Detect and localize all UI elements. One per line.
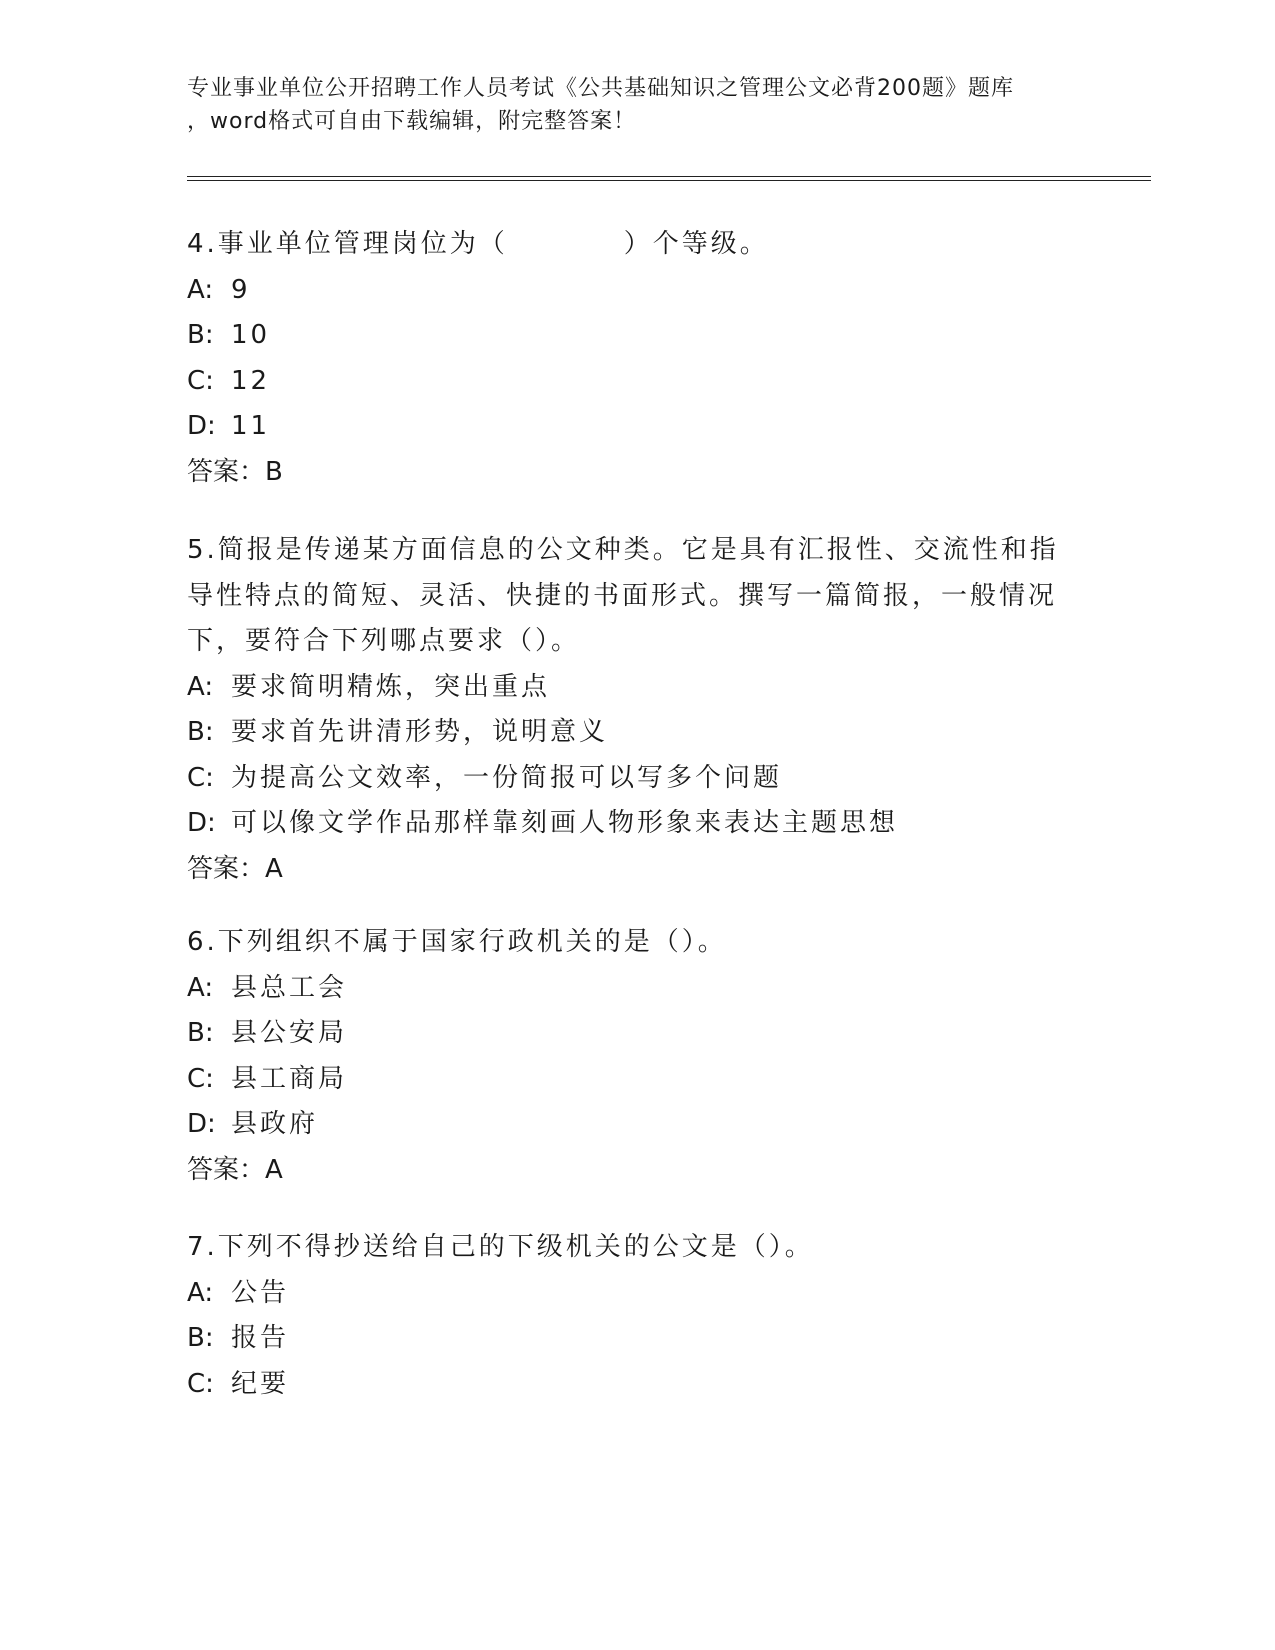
answer-value: B bbox=[265, 456, 283, 487]
question-5 bbox=[187, 528, 1087, 892]
option-key: B: bbox=[187, 320, 214, 350]
option-text: 10 bbox=[231, 320, 271, 350]
option-key: B: bbox=[187, 1018, 214, 1048]
header-title-line-1: 专业事业单位公开招聘工作人员考试《公共基础知识之管理公文必背200题》题库 bbox=[187, 76, 1014, 101]
option-key: D: bbox=[187, 411, 216, 441]
document-header bbox=[187, 72, 1107, 138]
option-a bbox=[187, 966, 1087, 1012]
option-text: 纪要 bbox=[231, 1368, 290, 1399]
option-key: B: bbox=[187, 1323, 214, 1353]
answer-line bbox=[187, 847, 1087, 893]
option-key: A: bbox=[187, 972, 214, 1003]
option-text: 为提高公文效率，一份简报可以写多个问题 bbox=[231, 762, 783, 793]
option-key: C: bbox=[187, 1063, 214, 1094]
option-key: D: bbox=[187, 1109, 216, 1139]
option-text: 12 bbox=[231, 365, 271, 396]
question-stem-line-3: 下，要符合下列哪点要求（）。 bbox=[187, 626, 581, 656]
option-b bbox=[187, 1011, 1087, 1057]
option-text: 公告 bbox=[231, 1277, 290, 1308]
option-text: 县政府 bbox=[231, 1109, 319, 1139]
option-d bbox=[187, 1102, 1087, 1148]
question-stem-line-2: 导性特点的简短、灵活、快捷的书面形式。撰写一篇简报，一般情况 bbox=[187, 580, 1058, 611]
option-d bbox=[187, 404, 1087, 450]
option-c bbox=[187, 1362, 1087, 1408]
option-c bbox=[187, 756, 1087, 802]
answer-value: A bbox=[265, 1154, 283, 1185]
option-text: 县工商局 bbox=[231, 1063, 348, 1094]
question-stem: 4.事业单位管理岗位为（ ）个等级。 bbox=[187, 229, 769, 259]
option-d bbox=[187, 801, 1087, 847]
option-key: A: bbox=[187, 274, 214, 305]
option-c bbox=[187, 1057, 1087, 1103]
answer-label: 答案： bbox=[187, 1154, 266, 1185]
option-a bbox=[187, 268, 1087, 314]
option-key: C: bbox=[187, 365, 214, 396]
question-7 bbox=[187, 1225, 1087, 1407]
question-stem: 7.下列不得抄送给自己的下级机关的公文是（）。 bbox=[187, 1232, 814, 1262]
option-text: 要求简明精炼，突出重点 bbox=[231, 671, 551, 702]
option-text: 要求首先讲清形势，说明意义 bbox=[231, 717, 609, 747]
question-6 bbox=[187, 920, 1087, 1193]
option-text: 报告 bbox=[231, 1323, 290, 1353]
option-key: B: bbox=[187, 717, 214, 747]
answer-label: 答案： bbox=[187, 456, 266, 487]
question-4 bbox=[187, 222, 1087, 495]
option-b bbox=[187, 1316, 1087, 1362]
option-text: 9 bbox=[231, 274, 251, 305]
option-key: C: bbox=[187, 1368, 214, 1399]
answer-value: A bbox=[265, 853, 283, 884]
question-stem-line-1: 5.简报是传递某方面信息的公文种类。它是具有汇报性、交流性和指 bbox=[187, 535, 1059, 565]
option-key: C: bbox=[187, 762, 214, 793]
option-a bbox=[187, 1271, 1087, 1317]
option-b bbox=[187, 313, 1087, 359]
option-text: 县公安局 bbox=[231, 1018, 348, 1048]
answer-label: 答案： bbox=[187, 853, 266, 884]
option-a bbox=[187, 665, 1087, 711]
answer-line bbox=[187, 1148, 1087, 1194]
option-text: 县总工会 bbox=[231, 972, 348, 1003]
header-title-line-2: ，word格式可自由下载编辑，附完整答案！ bbox=[187, 109, 637, 134]
option-key: A: bbox=[187, 671, 214, 702]
option-text: 11 bbox=[231, 411, 271, 441]
option-text: 可以像文学作品那样靠刻画人物形象来表达主题思想 bbox=[231, 808, 899, 838]
question-stem: 6.下列组织不属于国家行政机关的是（）。 bbox=[187, 927, 727, 957]
answer-line bbox=[187, 450, 1087, 496]
option-b bbox=[187, 710, 1087, 756]
header-double-rule bbox=[187, 176, 1151, 181]
option-key: A: bbox=[187, 1277, 214, 1308]
option-key: D: bbox=[187, 808, 216, 838]
option-c bbox=[187, 359, 1087, 405]
